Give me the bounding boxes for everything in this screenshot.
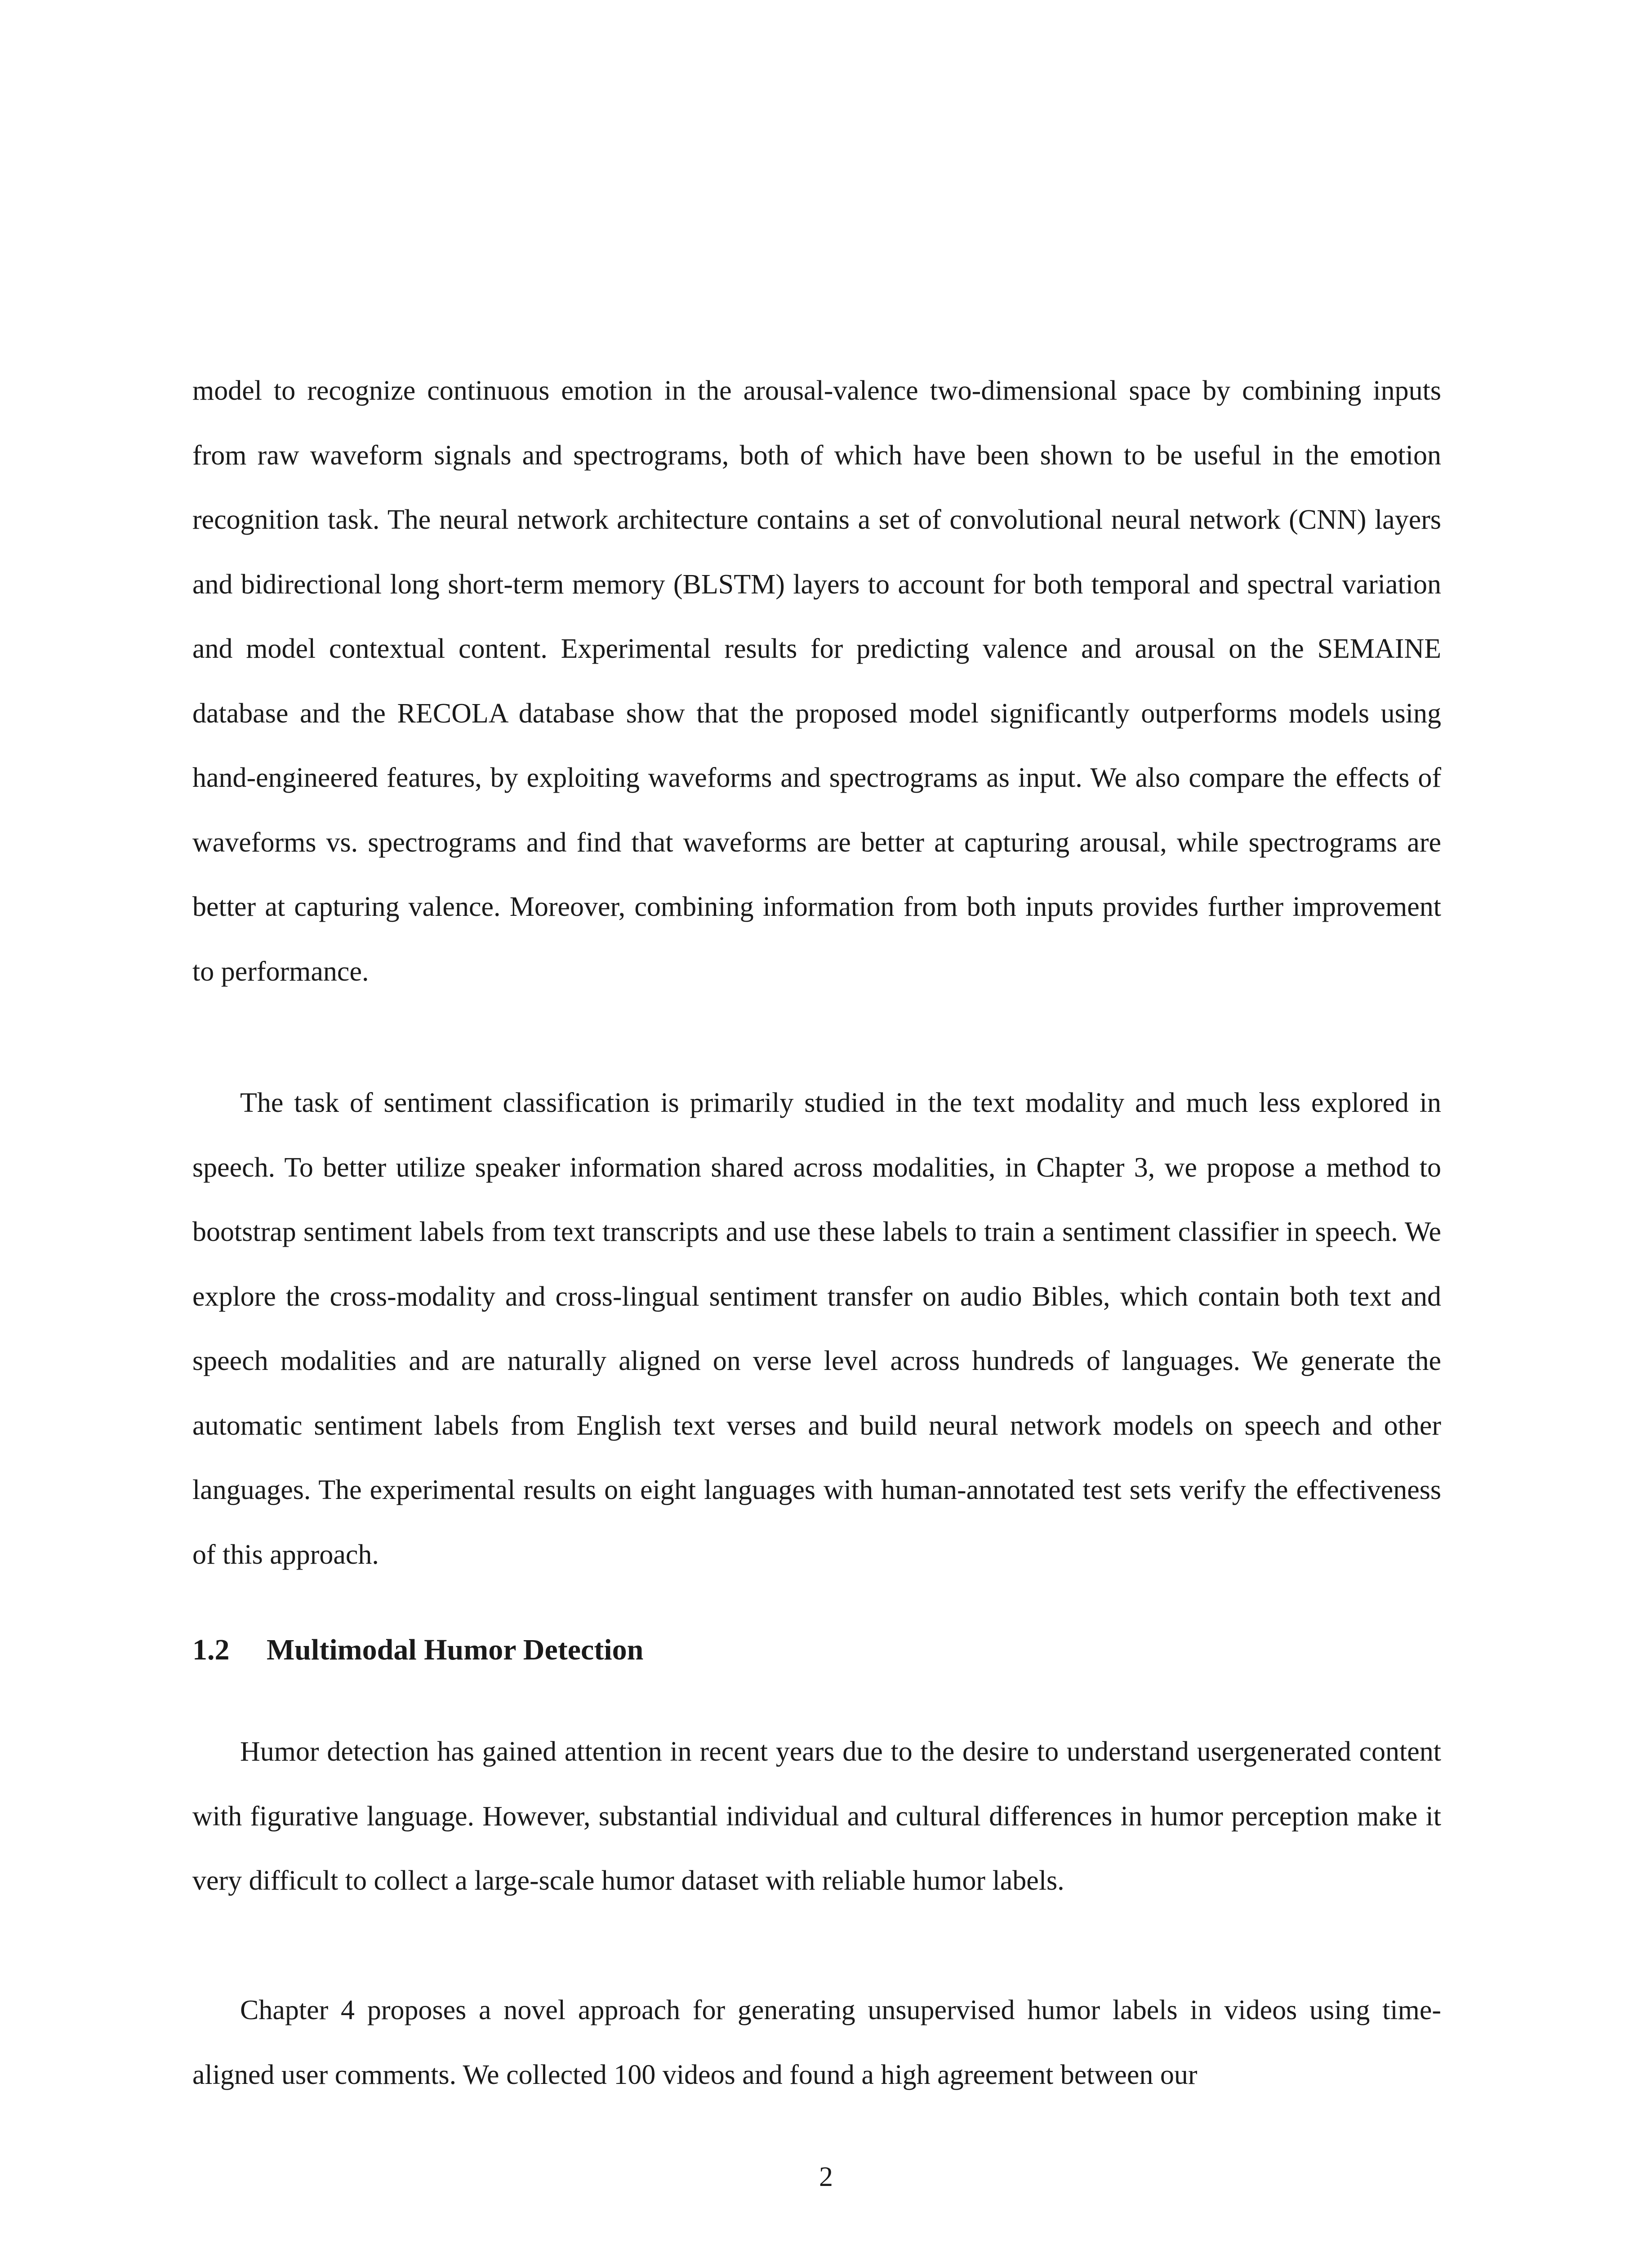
paragraph-humor-detection-intro: Humor detection has gained attention in recent years due to the desire to understand usergenerated content with figurative language. However, substantial individual and cultural differences in humor perception make it very difficult to collect a large-scale humor dataset with reliable humor labels. <box>192 1736 1441 1896</box>
paragraph-sentiment-classification: The task of sentiment classification is primarily studied in the text modality and much less explored in speech. To better utilize speaker information shared across modalities, in Chapter 3, we propose a method to bootstrap sentiment labels from text transcripts and use these labels to train a sentiment classifier in speech. We explore the cross-modality and cross-lingual sentiment transfer on audio Bibles, which contain both text and speech modalities and are naturally aligned on verse level across hundreds of languages. We generate the automatic sentiment labels from English text verses and build neural network models on speech and other languages. The experimental results on eight languages with human-annotated test sets verify the effectiveness of this approach. <box>192 1088 1441 1570</box>
section-number: 1.2 <box>192 1633 230 1666</box>
page-number: 2 <box>819 2162 833 2192</box>
section-title: Multimodal Humor Detection <box>267 1633 644 1666</box>
paragraph-chapter-4-humor-labels: Chapter 4 proposes a novel approach for generating unsupervised humor labels in videos using time-aligned user comments. We collected 100 videos and found a high agreement between our <box>192 1995 1441 2090</box>
section-heading <box>192 1630 643 1670</box>
paragraph-emotion-model-continuation: model to recognize continuous emotion in the arousal-valence two-dimensional space by combining inputs from raw waveform signals and spectrograms, both of which have been shown to be useful in the emotion recognition task. The neural network architecture contains a set of convolutional neural network (CNN) layers and bidirectional long short-term memory (BLSTM) layers to account for both temporal and spectral variation and model contextual content. Experimental results for predicting valence and arousal on the SEMAINE database and the RECOLA database show that the proposed model significantly outperforms models using hand-engineered features, by exploiting waveforms and spectrograms as input. We also compare the effects of waveforms vs. spectrograms and find that waveforms are better at capturing arousal, while spectrograms are better at capturing valence. Moreover, combining information from both inputs provides further improvement to performance. <box>192 375 1441 987</box>
